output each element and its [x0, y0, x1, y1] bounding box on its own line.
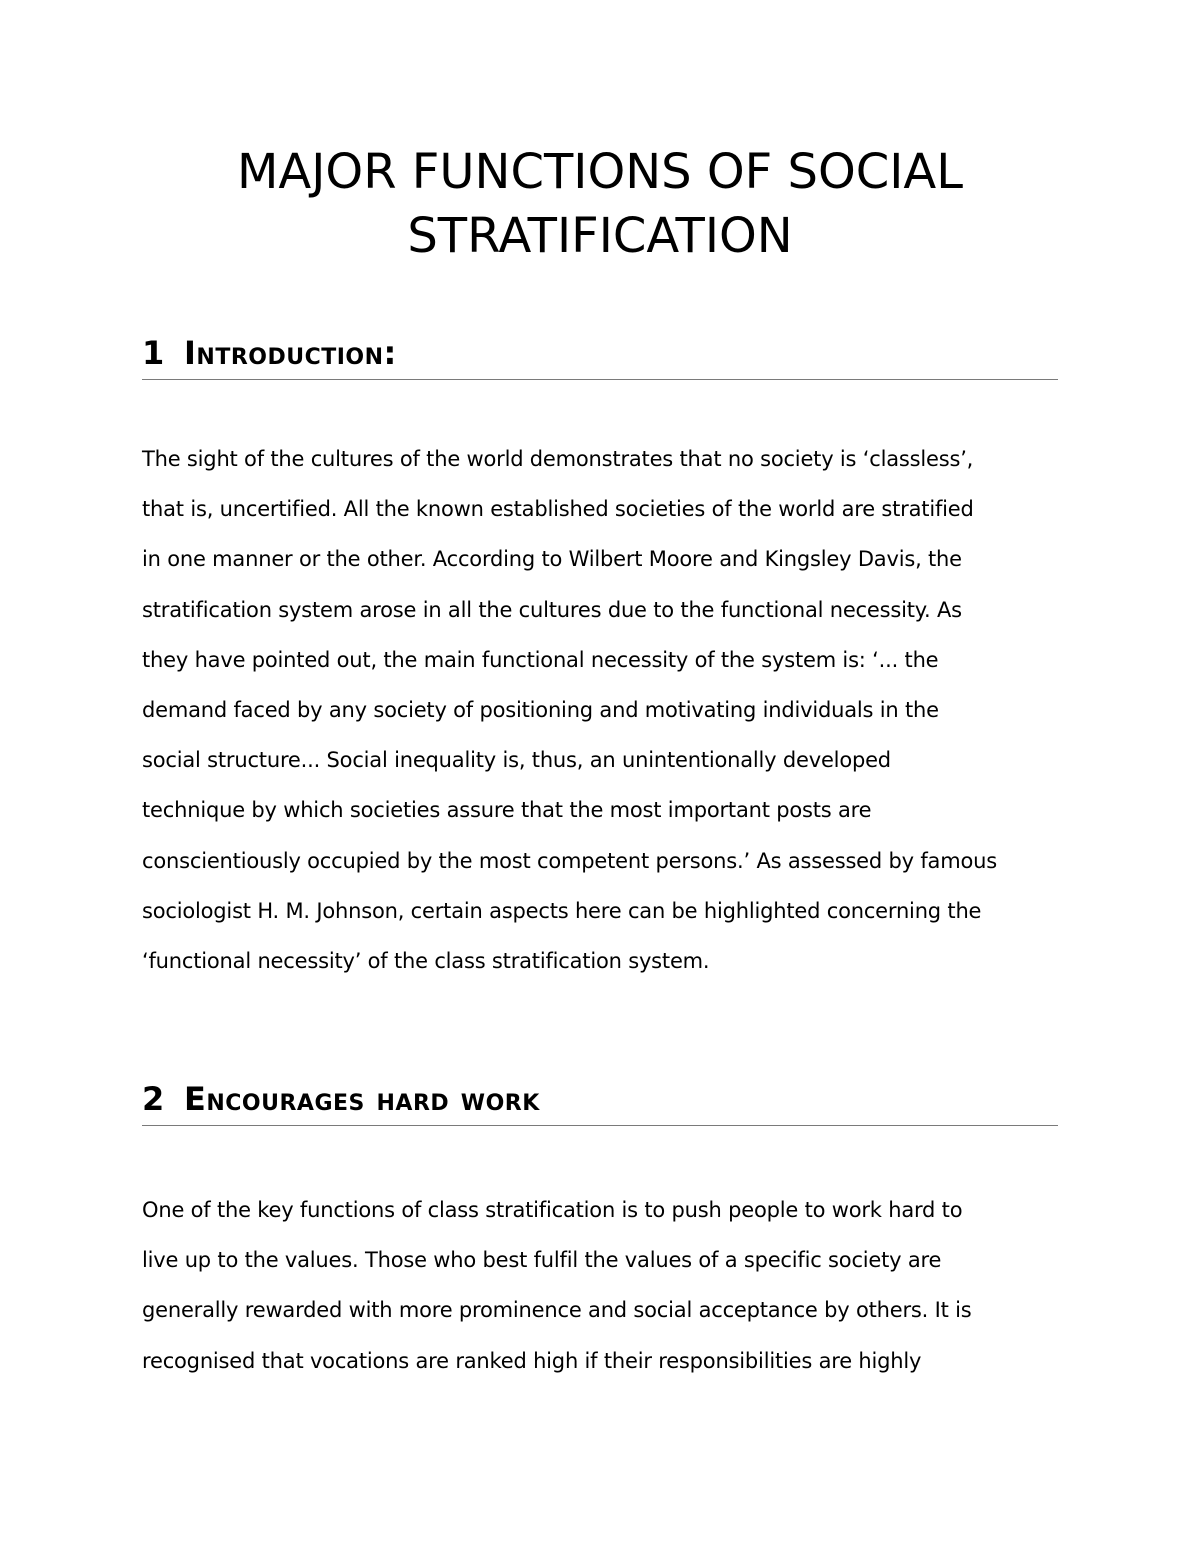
text-line: generally rewarded with more prominence and social acceptance by others. It is [142, 1298, 972, 1323]
text-line: One of the key functions of class stratification is to push people to work hard to [142, 1198, 963, 1222]
text-line: demand faced by any society of positioning and motivating individuals in the [142, 698, 939, 723]
section-heading-encourages-hard-work [142, 1079, 1058, 1126]
text-line: in one manner or the other. According to Wilbert Moore and Kingsley Davis, the [142, 547, 962, 572]
text-line: The sight of the cultures of the world demonstrates that no society is ‘classless’, [142, 447, 974, 471]
text-line: ‘functional necessity’ of the class stratification system. [142, 949, 710, 974]
section-heading-introduction [142, 333, 1058, 380]
text-line: sociologist H. M. Johnson, certain aspects here can be highlighted concerning the [142, 898, 982, 923]
text-line: they have pointed out, the main functional necessity of the system is: ‘... the [142, 647, 939, 672]
text-line: that is, uncertified. All the known established societies of the world are stratified [142, 497, 974, 522]
title-line: STRATIFICATION [407, 208, 793, 264]
document-title [100, 140, 1100, 268]
text-line: live up to the values. Those who best fulfil the values of a specific society are [142, 1248, 942, 1273]
text-line: recognised that vocations are ranked high if their responsibilities are highly [142, 1348, 922, 1373]
section-heading-text: Introduction: [184, 334, 397, 372]
section-number: 1 [142, 334, 165, 372]
title-line: MAJOR FUNCTIONS OF SOCIAL [237, 144, 963, 200]
introduction-paragraph [142, 434, 1062, 986]
text-line: social structure... Social inequality is, thus, an unintentionally developed [142, 748, 891, 773]
section-number: 2 [142, 1080, 165, 1118]
section-heading-text: Encourages hard work [184, 1080, 540, 1118]
text-line: technique by which societies assure that the most important posts are [142, 798, 872, 823]
encourages-hard-work-paragraph [142, 1185, 1062, 1386]
text-line: conscientiously occupied by the most competent persons.’ As assessed by famous [142, 848, 997, 873]
text-line: stratification system arose in all the cultures due to the functional necessity. As [142, 597, 962, 622]
